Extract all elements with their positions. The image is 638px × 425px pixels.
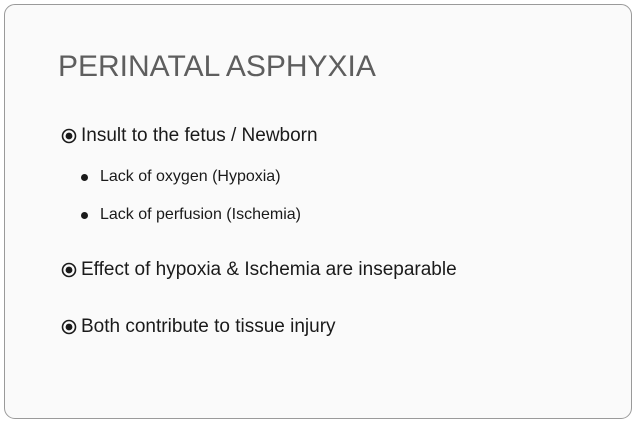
filled-circle-icon [81,174,88,181]
bullet-text: Both contribute to tissue injury [81,316,336,337]
bullet-item [61,259,457,281]
sub-bullet-item [81,206,301,224]
filled-circle-icon [81,212,88,219]
circled-dot-icon [61,128,77,144]
sub-bullet-item [81,168,281,186]
bullet-item [61,125,318,147]
slide-title: PERINATAL ASPHYXIA [58,50,376,83]
sub-bullet-text: Lack of perfusion (Ischemia) [100,206,301,223]
slide [4,4,632,419]
circled-dot-icon [61,262,77,278]
bullet-item [61,316,336,338]
bullet-text: Effect of hypoxia & Ischemia are inseparable [81,259,457,280]
bullet-text: Insult to the fetus / Newborn [81,125,318,146]
sub-bullet-text: Lack of oxygen (Hypoxia) [100,168,281,185]
circled-dot-icon [61,319,77,335]
